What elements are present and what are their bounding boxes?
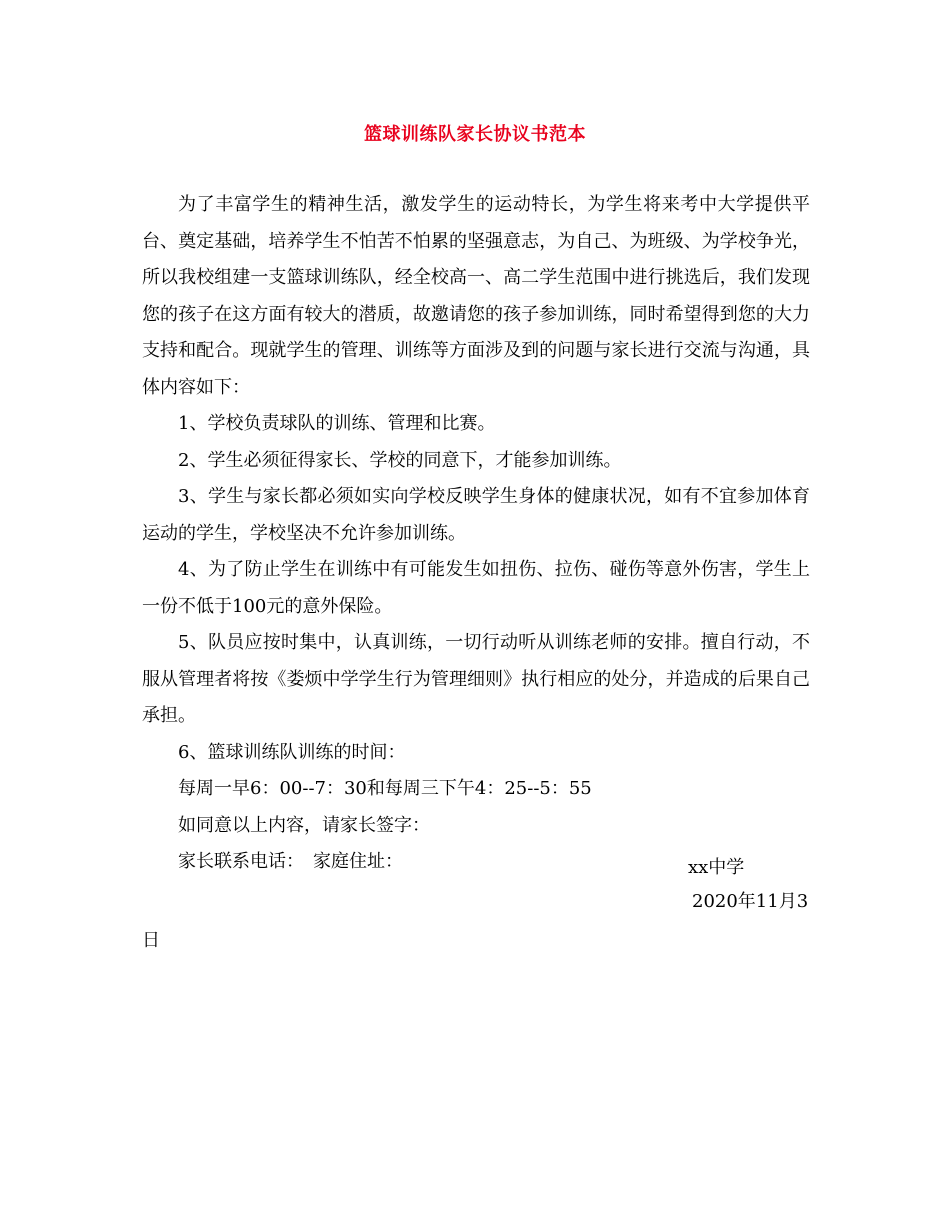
contact-line: 家长联系电话： 家庭住址： [178, 851, 403, 872]
clause-3: 3、学生与家长都必须如实向学校反映学生身体的健康状况，如有不宜参加体育运动的学生，学校坚决不允许参加训练。 [142, 486, 810, 544]
clause-4: 4、为了防止学生在训练中有可能发生如扭伤、拉伤、碰伤等意外伤害，学生上一份不低于100元的意外保险。 [142, 559, 810, 617]
document-date: 2020年11月3 [692, 891, 809, 912]
clause-1: 1、学校负责球队的训练、管理和比赛。 [178, 413, 496, 434]
school-name: xx中学 [688, 857, 745, 878]
document-date-day: 日 [142, 930, 160, 951]
clause-6: 6、篮球训练队训练的时间： [178, 741, 406, 763]
intro-paragraph: 为了丰富学生的精神生活，激发学生的运动特长，为学生将来考中大学提供平台、奠定基础，培养学生不怕苦不怕累的坚强意志，为自己、为班级、为学校争光，所以我校组建一支篮球训练队，经全校高一、高二学生范围中进行挑选后，我们发现您的孩子在这方面有较大的潜质，故邀请您的孩子参加训练，同时希望得到您的大力支持和配合。现就学生的管理、训练等方面涉及到的问题与家长进行交流与沟通，具体内容如下： [142, 194, 810, 398]
clause-2: 2、学生必须征得家长、学校的同意下，才能参加训练。 [178, 449, 622, 471]
clause-5: 5、队员应按时集中，认真训练，一切行动听从训练老师的安排。擅自行动，不服从管理者将按《娄烦中学学生行为管理细则》执行相应的处分，并造成的后果自己承担。 [142, 632, 810, 726]
signature-prompt: 如同意以上内容，请家长签字： [178, 814, 430, 836]
document-body [142, 187, 810, 881]
document-title: 篮球训练队家长协议书范本 [364, 124, 586, 145]
training-schedule: 每周一早6：00--7：30和每周三下午4：25--5：55 [178, 778, 592, 799]
